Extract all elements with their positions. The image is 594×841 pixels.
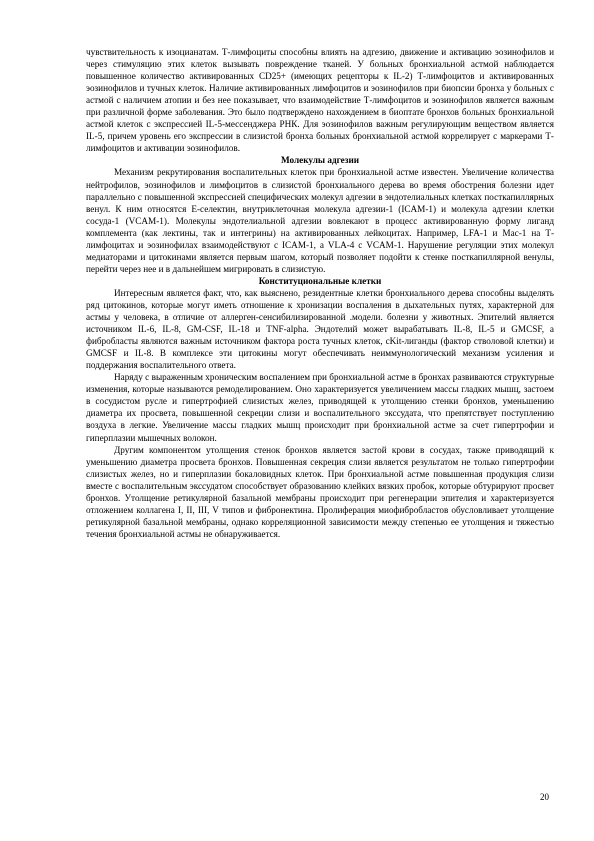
page-number: 20 — [540, 792, 549, 802]
paragraph-remodeling: Наряду с выраженным хроническим воспалением при бронхиальной астме в бронхах развиваются структурные изменения, которые называются ремоделированием. Оно характеризуется увеличением массы гладких мышц, застоем в сосудистом русле и гипертрофией слизистых желез, приводящей к утолщению стенки бронхов, уменьшению диаметра их просвета, повышенной секреции слизи и воспалительного экссудата, что препятствует поступлению воздуха в легкие. Увеличение массы гладких мышц происходит при бронхиальной астме за счет гипертрофии и гиперплазии мышечных волокон. — [86, 372, 554, 443]
paragraph-resident-cells: Интересным является факт, что, как выяснено, резидентные клетки бронхиального дерева способны выделять ряд цитокинов, которые могут иметь отношение к хронизации воспаления в дыхательных путях, характерной для астмы у человека, в отличие от аллерген-сенсибилизированной .модели. болезни у животных. Эпителий является источником IL-6, IL-8, GM-CSF, IL-18 и TNF-alpha. Эндотелий может вырабатывать IL-8, IL-5 и GMCSF, а фибробласты являются важным источником фактора роста тучных клеток, cKit-лиганды (фактор стволовой клетки) и GMCSF и IL-8. В комплексе эти цитокины могут обеспечивать неиммунологический механизм усиления и поддержания воспалительного ответа. — [86, 287, 554, 371]
paragraph-adhesion: Механизм рекрутирования воспалительных клеток при бронхиальной астме известен. Увеличение количества нейтрофилов, эозинофилов и лимфоцитов в слизистой бронхиального дерева во время обострения болезни идет параллельно с повышенной экспрессией специфических молекул адгезии в эндотелиальных клетках посткапиллярных венул. К ним относятся Е-селектин, внутриклеточная молекула адгезии-1 (ICAM-1) и молекула адгезии клетки сосуда-1 (VCAM-1). Молекулы эндотелиальной адгезии вовлекают в процесс активированную форму лиганд комплемента (как лектины, так и интегрины) на активированных лейкоцитах. Например, LFA-1 и Mac-1 на Т-лимфоцитах и эозинофилах взаимодействуют с ICAM-1, а VLA-4 с VCAM-1. Нарушение регуляции этих молекул медиаторами и цитокинами является первым шагом, который позволяет подойти к стенке посткапиллярной венулы, перейти через нее и в дальнейшем мигрировать в слизистую. — [86, 167, 554, 274]
document-body — [86, 46, 554, 540]
paragraph-wall-thickening: Другим компонентом утолщения стенок бронхов является застой крови в сосудах, также приводящий к уменьшению диаметра просвета бронхов. Повышенная секреция слизи является результатом не только гипертрофии слизистых желез, но и гиперплазии бокаловидных клеток. При бронхиальной астме повышенная продукция слизи вместе с воспалительным экссудатом способствует образованию клейких вязких пробок, которые обтурируют просвет бронхов. Утолщение ретикулярной базальной мембраны происходит при регенерации эпителия и характеризуется отложением коллагена I, II, III, V типов и фибронектина. Пролиферация миофибробластов обусловливает утолщение ретикулярной базальной мембраны, однако корреляционной зависимости между степенью ее утолщения и тяжестью течения бронхиальной астмы не обнаруживается. — [86, 444, 554, 539]
heading-adhesion-molecules: Молекулы адгезии — [280, 155, 360, 166]
heading-constitutional-cells: Конституциональные клетки — [258, 275, 382, 286]
paragraph-tlymphocytes: чувствительность к изоцианатам. Т-лимфоциты способны влиять на адгезию, движение и активацию эозинофилов и через стимуляцию этих клеток вызывать повреждение тканей. У больных бронхиальной астмой наблюдается повышенное количество активированных CD25+ (имеющих рецепторы к IL-2) Т-лимфоцитов и активированных эозинофилов и тучных клеток. Наличие активированных лимфоцитов и эозинофилов при биопсии бронха у больных с астмой с наличием атопии и без нее показывает, что взаимодействие Т-лимфоцитов и эозинофилов является важным при различной форме заболевания. Это было подтверждено нахождением в биоптате бронхов больных бронхиальной астмой клеток с экспрессией IL-5-мессенджера РНК. Для эозинофилов важным регулирующим веществом является IL-5, причем уровень его экспрессии в слизистой бронха больных бронхиальной астмой коррелирует с маркерами Т-лимфоцитов и активации эозинофилов. — [86, 47, 554, 154]
